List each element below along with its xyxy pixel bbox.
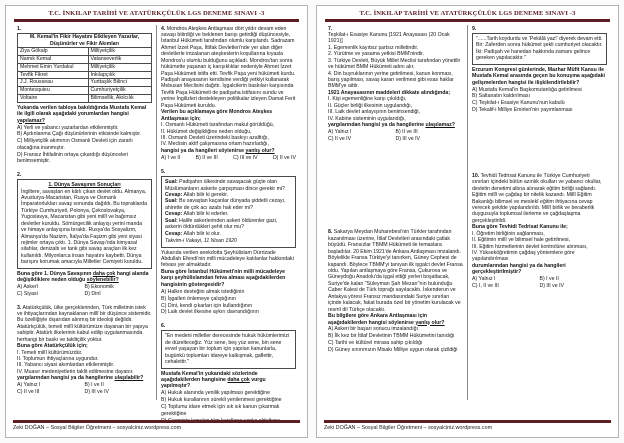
influences-table: [17, 33, 152, 103]
option-d: D) II ve IV: [272, 155, 296, 162]
question-number: 5.: [161, 168, 166, 175]
column-1: [13, 25, 156, 400]
roman-item: III. Eğitim hizmetlerinin devlet kontrolüne alınması,: [472, 243, 588, 250]
table-row: Mehmet Emin Yurdakul Milliyetçilik: [18, 63, 152, 71]
question-stem: Bu bilgilere göre Ankara Antlaşması için aşağıdakilerden hangisi söylenirse yanlış olur?: [328, 313, 445, 326]
page-title: T.C. İNKILAP TARİHİ VE ATATÜRKÇÜLÜK LGS DENEME SINAVI -3: [359, 10, 576, 17]
option-b: B) Ekonomik: [84, 284, 114, 291]
question-stem: Erzurum Kongresi günlerinde, Mazhar Müfit Kansu ile Mustafa Kemal arasında geçen bu konuşma aşağıdaki gelişmelerden hangisi ile ilişkilendirilebilir?: [472, 66, 605, 86]
option-d: D) Fransız İhtilalinin ortaya çıkardığı düşünceleri benimsemiştir.: [17, 151, 129, 165]
quote-line: "......Tarih koydurdu ve 'Pekâlâ yaz!' diyerek devam etti.: [476, 35, 603, 42]
option-row: [472, 276, 607, 282]
question-5: [161, 169, 296, 316]
option-row: [17, 284, 152, 290]
option-b: B) II ve III: [395, 129, 418, 135]
dialog-line: Cevap: Allah bilir ki gerekir.: [165, 192, 229, 198]
option-d: D) Laik devlet ilkesine aykırı davrandığının: [161, 309, 259, 316]
option-row: [17, 291, 152, 297]
law-line: 3. Türkiye Devleti, Büyük Millet Meclisi tarafından yönetilir ve hükümet BMM Hükümeti adını alır.: [328, 57, 461, 71]
question-lead: Buna göre Tevhidi Tedrisat Kanunu ile;: [472, 224, 568, 231]
info-box-title: 1. Dünya Savaşının Sonuçları: [48, 182, 121, 189]
quote-box: "En medeni milletler derecesinde hukuk hükümlerimizi de düzelteceğiz. Yüz sene, beş yüz sene, bin sene evvel yaşayan bir toplum için yapılan kanunlarla, bugünkü toplumları idareye kalkışmak, gaflettir, cehalettir.": [161, 330, 296, 368]
option-a: A) Askeri bir başarı sonucu imzalandığı: [328, 326, 418, 333]
page-header: [317, 6, 618, 22]
question-8: [328, 229, 463, 353]
option-c: C) Siyasi: [17, 291, 38, 298]
page-columns: [6, 22, 307, 417]
dialog-line: Sual: Bu savaştan kaçanlar dünyada şiddetli cezayı, ahirette de çok acı azabı hak eder mi?: [165, 198, 286, 211]
option-a: A) Yerli ve yabancı yazarlardan etkilenmiştir.: [17, 124, 119, 131]
info-box-text: İngiltere, savaştan en kârlı çıkan devlet oldu. Almanya, Avusturya-Macaristan, Rusya ve Osmanlı İmparatorlukları savaş sonunda dağıldı. Bu topraklarda Türkiye Cumhuriyeti, Polonya, Çekoslovakya, Yugoslavya, Macaristan gibi yeni millî ve bağımsız devletler kuruldu. Sömürgecilik anlayışı yerini manda ve himaye anlayışına bıraktı. Rusya'da Sosyalizm, Almanya'da Nazizm, İtalya'da Faşizm gibi yeni siyasi rejimler ortaya çıktı. 1. Dünya Savaşı'nda kimyasal silahlar, denizaltı ve tank gibi savaş araçları ilk kez kullanıldı. Milyonlarca insan hayatını kaybetti. Dünya barışını korumak amacıyla Milletler Cemiyeti kuruldu.: [21, 188, 148, 266]
dialog-line: Sual: Halife askerlerinden askeri öldürenler gazi, askerin öldürdükleri şehit olur mu?: [165, 217, 278, 231]
page-columns: [317, 22, 618, 400]
law-line: 2. Yürütme ve yasama yetkisi BMM'nindir.: [328, 51, 425, 58]
question-text: 10. Tevhidi Tedrisat Kanunu ile Türkiye Cumhuriyeti sınırları içindeki bütün azınlık okulları ve yabancı okullar, devletin denetimi altına alınarak eğitim birliği sağlandı. Eğitim millî ve çağdaş bir nitelik kazandı. Millî Eğitim Bakanlığı bilimsel ve meslekî eğitim ihtiyacına cevap verecek şekilde yapılandırıldı. Millî birlik ve beraberlik duygusuyla toplumsal ilerleme ve çağdaşlaşma gerçekleştirildi.: [472, 172, 602, 224]
quote-line: Bir: Zaferden sonra hükümet şekli cumhuriyet olacaktır.: [476, 42, 603, 49]
roman-item: III. Osmanlı Devleti üzerindeki baskıyı azalttığı,: [161, 134, 269, 141]
option-a: A) Hukuk alanında yenilik yapılması gerektiğine: [161, 390, 270, 397]
table-row: Voltaire Bilimsellik, Akılcılık: [18, 94, 152, 102]
question-stem: Buna göre 1. Dünya Savaşının daha çok hangi alanda değişikliklere neden olduğu söylenebilir?: [17, 270, 149, 284]
footer-rule: [324, 420, 611, 423]
page-header: [6, 6, 307, 22]
column-2: [156, 25, 300, 417]
roman-item: I. Öğretim birliğinin sağlanması,: [472, 230, 545, 237]
exam-page-1: [5, 5, 308, 438]
source-citation: Takvim-i Vakayi, 11 Nisan 1920: [165, 238, 237, 245]
option-d: D) III ve IV: [395, 135, 421, 142]
table-title: M. Kemal'in Fikir Hayatını Etkileyen Yazarlar, Düşünürler ve Fikir Akımları: [18, 33, 152, 48]
column-2: [467, 25, 611, 400]
footer-rule: [13, 420, 300, 423]
option-a: A) Yalnız I: [17, 382, 41, 389]
question-number: 7.: [328, 25, 333, 32]
roman-item: II. Toplumun ihtiyaçlarına uygundur.: [17, 356, 99, 362]
law-line: 4. Din buyruklarının yerine getirilmesi, kanun konması, barış yapılması, savaş kararı verilmesi gibi esas haklar BMM'ye aittir.: [328, 70, 454, 90]
dialog-line: Sual: Padişahın ülkesinde savaşacak güçte olan Müslümanların askerle çarpışması dince gerekir mi?: [165, 179, 285, 192]
footer-credit: Zeki DOĞAN – Sosyal Bilgiler Öğretmeni – sosyalciniz.wordpress.com: [324, 425, 493, 431]
dialog-line: Cevap: Allah bilir ki ederler.: [165, 211, 229, 218]
table-row: Namık Kemal Vatanseverlik: [18, 56, 152, 64]
law-intro: Teşkilat-ı Esasiye Kanunu [1921 Anayasası (20 Ocak 1921)]: [328, 31, 450, 45]
option-b: B) II ve III: [195, 155, 218, 162]
option-b: B) I ve II: [539, 276, 559, 283]
question-9: [472, 26, 607, 114]
option-row: [328, 129, 463, 135]
option-c: C) Teşkilat-ı Esasiye Kanunu'nun kabulü: [472, 100, 565, 107]
question-stem: Mustafa Kemal'in yukarıdaki sözlerinde aşağıdakilerden hangisine daha çok vurgu yapılmıştır?: [161, 370, 266, 390]
option-row: [161, 155, 296, 161]
question-number: 2.: [17, 171, 22, 178]
question-tail: yargılarından hangisi ya da hangilerine ulaşılamaz?: [328, 122, 455, 129]
option-c: C) Toplumu idare etmek için sık sık kanun çıkarmak gerektiğine: [161, 404, 280, 417]
option-row: [328, 136, 463, 142]
question-stem: Yukarıda verilen tabloya bakıldığında Mustafa Kemal ile ilgili olarak aşağıdaki yorumlardan hangisi yapılamaz?: [17, 104, 147, 124]
roman-item: III. Yabancı siyasi akımlardan etkilenmiştir.: [17, 362, 115, 369]
table-row: Tevfik Fikret İnkılapçılık: [18, 71, 152, 79]
question-tail: durumlarından hangisi ya da hangileri gerçekleştirilmiştir?: [472, 262, 566, 276]
option-a: A) Askerî: [17, 284, 39, 291]
question-10: [472, 173, 607, 290]
question-number: 1.: [17, 25, 22, 32]
table-row: Montesquieu Cumhuriyetçilik: [18, 87, 152, 95]
option-a: A) Mustafa Kemal'in Başkomutanlığa getirilmesi: [472, 86, 582, 93]
roman-item: IV. Kabine sisteminin uygulandığı,: [328, 115, 406, 122]
option-a: A) Yalnız I: [328, 129, 352, 135]
question-lead: Verilen bu açıklamaya göre Mondros Ateşkes Antlaşması için;: [161, 109, 273, 122]
option-c: C) Milliyetçilik akımının Osmanlı Devleti için zararlı olacağına inanmıştır.: [17, 138, 133, 151]
table-row: J.J. Rousseau Yurttaşlık Bilinci: [18, 79, 152, 87]
roman-item: IV. Yükseköğretimin çağdaş yöntemlere göre yapılandırılması: [472, 250, 575, 263]
question-1: [17, 26, 152, 165]
exam-page-2: [316, 5, 619, 438]
option-a: A) Yalnız I: [472, 276, 496, 283]
dialog-line: Cevap: Allah bilir ki olur.: [165, 230, 221, 237]
option-b: B) İşgalleri önlemeye çalıştığının: [161, 295, 236, 302]
option-c: C) II ve IV: [328, 135, 352, 142]
option-c: C) Dini, kendi çıkarları için kullandığının: [161, 302, 253, 309]
option-b: B) Hukuk kurallarının sürekli yenilenmesi gerektiğine: [161, 397, 282, 404]
question-text: 8. Sakarya Meydan Muharebesi'nin Türkler tarafından kazanılması üzerine, İtilaf Devletleri arasındaki çatlak büyüdü. Fransızlar TBMM Hükümeti ile temaslara başladılar. 20 Ekim 1921'de Ankara Antlaşması imzalandı. Böylelikle Fransa Türkiye'yi tanırken, Güney Cephesi de kapandı. Böylece TBMM'yi tanıyan ilk işgalci devlet Fransa oldu. Yapılan antlaşmaya göre Fransa, Çukurova ve Güneydoğu Anadolu'da işgal ettiği yerleri boşaltacak, Suriye'de kalan "Süleyman Şah Mezarı"nın bulunduğu Caber Kalesi de Türk toprağı sayılacaktı. İskenderun ve Antakya yöresi Fransız mandasındaki Suriye sınırları içinde kalacak, fakat burada özel bir yönetim kurulacak ve resmî dil Türkçe olacaktı.: [328, 229, 463, 313]
option-b: B) İlk kez bir İtilaf Devletinin TBMM Hükümetini tanıdığı: [328, 333, 455, 340]
quote-line: İki: Padişah ve hanedan hakkında zamanı gelince gereken yapılacaktır.": [476, 48, 591, 62]
roman-item: I. Osmanlı Hükümeti tarafından makul görüldüğü,: [161, 122, 275, 129]
question-6: [161, 323, 296, 424]
question-stem: Buna göre İstanbul Hükümeti'nin milli mücadeleye karşı şeyhülislamdan fetva alması aşağıdakilerden hangisinin göstergesidir?: [161, 268, 286, 288]
question-note: Yukarıda verilen anekdotta Şeyhülislam Dürrizade Abdullah Efendi'nin milli mücadeleye katılanlar hakkındaki fetvası yer almaktadır.: [161, 249, 294, 269]
question-text: 3. Atatürkçülük, ülke gerçeklerinden, Türk milletinin istek ve ihtiyaçlarından kaynaklanan millî bir düşünce sistemidir. Bu özelliğiyle dışarıdan alınmış bir ideoloji değildir. Atatürkçülük, temeli millî kültürümüze dayanan bir yapıya sahiptir. Atatürk ilkelerinin kabul edilip uygulanmasında herhangi bir baskı ve taklitçilik yoktur.: [17, 304, 152, 343]
law-line: 1. Egemenlik kayıtsız şartsız milletindir.: [328, 44, 419, 51]
question-7: [328, 26, 463, 143]
option-d: D) III ve IV: [539, 283, 565, 290]
option-c: C) Tarihi ve kültürel mirasa sahip çıkıldığı: [328, 340, 423, 347]
column-spacer: [472, 121, 607, 173]
option-c: C) II ve III: [17, 389, 40, 396]
option-a: A) Halkın desteğini almak istediğinin: [161, 288, 245, 295]
roman-item: IV. Meclisin aktif çalışmasına ortam hazırladığı,: [161, 141, 269, 148]
question-2: [17, 172, 152, 298]
page-footer: [324, 420, 611, 431]
option-row: [472, 283, 607, 289]
info-box: [17, 179, 152, 269]
option-b: B) I ve II: [84, 382, 104, 389]
question-lead: Buna göre Atatürkçülük için;: [17, 343, 88, 350]
roman-item: II. Güçler birliği ilkesinin uygulandığı,: [328, 102, 413, 109]
question-number: 9.: [472, 25, 477, 32]
question-4: [161, 26, 296, 162]
option-row: [17, 389, 152, 395]
quote-box: [472, 33, 607, 65]
option-a: A) I ve II: [161, 155, 181, 162]
column-spacer: [328, 149, 463, 229]
column-1: [324, 25, 467, 400]
roman-item: II. Hükümet değişikliğine neden olduğu,: [161, 128, 252, 135]
table-row: Ziya Gökalp Milliyetçilik: [18, 48, 152, 56]
option-d: D) Dinî: [84, 291, 101, 298]
table-header-row: [18, 33, 152, 48]
roman-item: I. Temeli millî kültürümüzdür.: [17, 349, 83, 356]
question-tail: hangisi ya da hangileri söylenirse yanlış olur?: [161, 147, 275, 154]
footer-credit: Zeki DOĞAN – Sosyal Bilgiler Öğretmeni – sosyalciniz.wordpress.com: [13, 425, 182, 431]
roman-item: IV. Muasır medeniyetlerin taklit edilmesine dayanır.: [17, 368, 134, 375]
option-b: B) Aydınlanma Çağı düşünürlerinin etkisinde kalmıştır.: [17, 131, 142, 138]
question-tail: yargılarından hangisi ya da hangilerine ulaşılabilir?: [17, 375, 144, 382]
question-number: 6.: [161, 322, 166, 329]
option-d: D) III ve IV: [84, 389, 110, 396]
option-d: D) Tekalif-i Milliye Emirleri'nin yayımlanması: [472, 107, 573, 114]
option-d: D) Güney sınırımızın Misakı Milliye uygun olarak çizildiği: [328, 347, 458, 354]
option-b: B) Saltanatın kaldırılması: [472, 93, 530, 100]
question-lead: 1921 Anayasasının maddeleri dikkate alındığında;: [328, 89, 451, 96]
page-title: T.C. İNKILAP TARİHİ VE ATATÜRKÇÜLÜK LGS DENEME SINAVI -3: [48, 10, 265, 17]
roman-item: I. Kişi egemenliğine karşı çıkıldığı,: [328, 96, 407, 103]
question-3: [17, 305, 152, 396]
roman-item: III. Laik devlet anlayışının benimsendiği,: [328, 109, 420, 116]
option-row: [17, 382, 152, 388]
option-c: C) III ve IV: [233, 155, 258, 162]
roman-item: II. Eğitimin millî ve bilimsel hale getirilmesi,: [472, 237, 571, 244]
fetva-box: [161, 176, 296, 247]
page-footer: [13, 420, 300, 431]
question-text: 4. Mondros Ateşkes Antlaşması dört yıldır devam eden savaşı bitirdiği ve beklenen barışı getirdiği düşüncesiyle, İstanbul Hükümeti tarafından olumlu karşılandı. Sadrazam Ahmet İzzet Paşa, İttifak Devletleri'nde yer alan diğer devletlerle imzalanan ateşkeslerin koşullarına kıyasla Mondros'u olumlu bulduğunu açıkladı. Mondros'tan sonra hükümette yaşanan iç karışıklıklar nedeniyle Ahmet İzzet Paşa Hükümeti istifa etti. Tevfik Paşa yeni hükümeti kurdu. Padişah anayasanın kendisine verdiği yetkiyi kullanarak Mebusan Meclisini dağıttı. İşgalcilerin baskıları karşısında Tevfik Paşa Hükümeti de padişaha istifasını sundu ve yerine İngilizleri destekleyen politikalar izleyen Damat Ferit Paşa Hükümeti kuruldu.: [161, 25, 296, 109]
option-c: C) I, II ve III: [472, 283, 499, 290]
